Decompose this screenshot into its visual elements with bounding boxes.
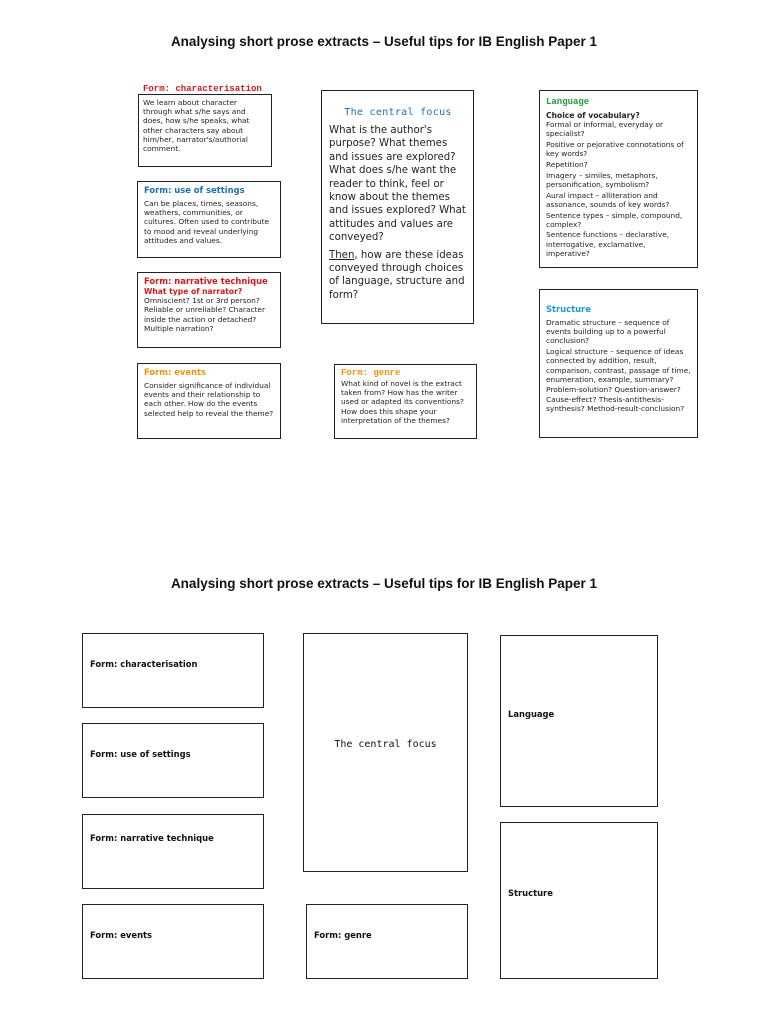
sheet1-title: Analysing short prose extracts – Useful tips for IB English Paper 1: [170, 34, 598, 49]
blank-settings-box: [82, 723, 264, 798]
language-item: Formal or informal, everyday or specialist?: [546, 120, 664, 139]
blank-settings-heading: Form: use of settings: [90, 749, 191, 759]
blank-events-heading: Form: events: [90, 930, 153, 940]
language-item: Repetition?: [546, 160, 588, 170]
blank-genre-heading: Form: genre: [314, 930, 372, 940]
central-focus-then: Then: [329, 249, 355, 261]
narrative-subheading: What type of narrator?: [144, 287, 243, 296]
central-focus-conveyed: , how are these ideas conveyed through choices of language, structure and form?: [329, 249, 465, 301]
language-item: Sentence types – simple, compound, complex?: [546, 210, 683, 229]
characterisation-heading: Form: characterisation: [143, 84, 262, 94]
structure-item: Logical structure – sequence of ideas connected by addition, result, comparison, contrast, passage of time, enumeration, example, summary?: [546, 347, 691, 384]
language-heading: Language: [546, 97, 590, 107]
events-text: Consider significance of individual events and their relationship to each other. How do the events selected help to reveal the theme?: [144, 381, 274, 418]
blank-structure-heading: Structure: [508, 888, 553, 898]
sheet2-title: Analysing short prose extracts – Useful tips for IB English Paper 1: [170, 576, 598, 591]
blank-central-focus-box: [303, 633, 468, 872]
blank-structure-box: [500, 822, 658, 979]
genre-box: [334, 364, 477, 439]
characterisation-text: We learn about character through what s/he says and does, how s/he speaks, what other characters say about him/her, narrator's/authorial comment.: [143, 98, 250, 154]
blank-characterisation-box: [82, 633, 264, 708]
settings-heading: Form: use of settings: [144, 185, 245, 195]
narrative-box: [137, 272, 281, 348]
structure-item: Dramatic structure – sequence of events building up to a powerful conclusion?: [546, 318, 670, 346]
events-heading: Form: events: [144, 367, 207, 377]
settings-text: Can be places, times, seasons, weathers, communities, or cultures. Often used to contribute to mood and reveal underlying attitudes and values.: [144, 199, 270, 245]
structure-heading: Structure: [546, 304, 591, 314]
characterisation-box: [138, 94, 272, 167]
genre-text: What kind of novel is the extract taken from? How has the writer used or adapted its conventions? How does this shape your interpretation of the themes?: [341, 379, 464, 425]
language-box: [539, 90, 698, 268]
events-box: [137, 363, 281, 439]
language-item: Sentence functions – declarative, interrogative, exclamative, imperative?: [546, 230, 670, 258]
language-subheading: Choice of vocabulary?: [546, 111, 640, 120]
narrative-heading: Form: narrative technique: [144, 276, 268, 286]
blank-central-focus-heading: The central focus: [334, 739, 437, 750]
blank-genre-box: [306, 904, 468, 979]
language-item: Aural impact – alliteration and assonance, sounds of key words?: [546, 190, 670, 209]
central-focus-questions: What is the author's purpose? What themes and issues are explored? What does s/he want the reader to think, feel or know about the themes and issues explored? What attitudes and values are conveyed?: [329, 125, 466, 244]
blank-language-box: [500, 635, 658, 807]
blank-narrative-heading: Form: narrative technique: [90, 833, 214, 843]
central-focus-heading: The central focus: [344, 107, 452, 118]
blank-events-box: [82, 904, 264, 979]
central-focus-text: [329, 124, 467, 302]
narrative-text: Omniscient? 1st or 3rd person? Reliable or unreliable? Character inside the action or detached? Multiple narration?: [144, 296, 266, 333]
structure-box: [539, 289, 698, 438]
genre-heading: Form: genre: [341, 368, 401, 378]
blank-narrative-box: [82, 814, 264, 889]
language-item: Imagery – similes, metaphors, personification, symbolism?: [546, 170, 658, 189]
blank-characterisation-heading: Form: characterisation: [90, 659, 198, 669]
settings-box: [137, 181, 281, 258]
central-focus-box: [321, 90, 474, 324]
blank-language-heading: Language: [508, 709, 555, 719]
language-item: Positive or pejorative connotations of key words?: [546, 140, 684, 159]
structure-item: Problem-solution? Question-answer? Cause-effect? Thesis-antithesis-synthesis? Method-result-conclusion?: [546, 385, 685, 413]
